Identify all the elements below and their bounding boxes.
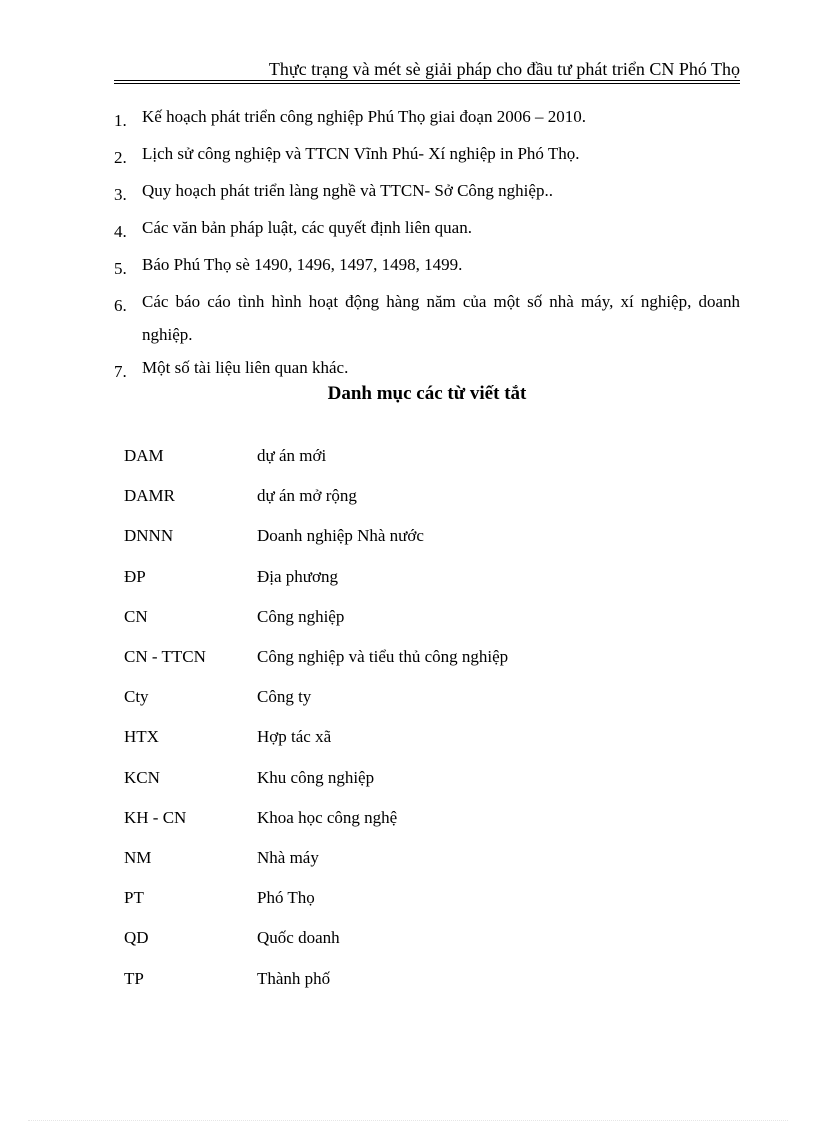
table-row [124, 918, 684, 958]
list-item [114, 211, 740, 248]
abbr-code: DNNN [124, 526, 174, 546]
page-bottom-divider [28, 1120, 788, 1121]
table-row [124, 476, 684, 516]
table-row [124, 717, 684, 757]
abbr-meaning: Hợp tác xã [257, 727, 332, 747]
abbr-code: CN [124, 606, 148, 626]
abbr-code: KH - CN [124, 807, 187, 827]
abbr-meaning: Công ty [257, 687, 312, 707]
abbr-code: DAM [124, 446, 164, 466]
abbr-meaning: Thành phố [257, 968, 331, 988]
abbr-meaning: Công nghiệp [257, 606, 345, 626]
list-text: Kế hoạch phát triển công nghiệp Phú Thọ giai đoạn 2006 – 2010. [142, 107, 586, 126]
list-item [114, 100, 740, 137]
abbr-code: KCN [124, 767, 160, 787]
running-header: Thực trạng và mét sè giải pháp cho đầu tư phát triển CN Phó Thọ [268, 59, 740, 79]
abbr-meaning: Khoa học công nghệ [257, 807, 398, 827]
table-row [124, 557, 684, 597]
header-rule-top [114, 80, 740, 81]
list-text: Lịch sử công nghiệp và TTCN Vĩnh Phú- Xí nghiệp in Phó Thọ. [142, 144, 580, 163]
list-number: 5. [114, 259, 127, 278]
list-item [114, 174, 740, 211]
list-text: Các báo cáo tình hình hoạt động hàng năm của một số nhà máy, xí nghiệp, doanh nghiệp. [142, 292, 740, 344]
list-text: Các văn bản pháp luật, các quyết định liên quan. [142, 218, 472, 237]
abbr-meaning: Nhà máy [257, 847, 319, 867]
list-text: Báo Phú Thọ sè 1490, 1496, 1497, 1498, 1499. [142, 255, 463, 274]
table-row [124, 436, 684, 476]
table-row [124, 798, 684, 838]
list-number: 4. [114, 222, 127, 241]
abbr-code: HTX [124, 727, 159, 747]
table-row [124, 838, 684, 878]
abbr-meaning: Quốc doanh [257, 928, 340, 948]
abbr-meaning: dự án mới [257, 446, 327, 466]
list-text: Một số tài liệu liên quan khác. [142, 358, 349, 377]
abbr-meaning: Địa phương [257, 566, 338, 586]
abbreviations-table [124, 436, 684, 999]
list-item [114, 248, 740, 285]
list-item [114, 137, 740, 174]
list-number: 1. [114, 111, 127, 130]
list-number: 7. [114, 362, 127, 381]
abbr-code: Cty [124, 687, 149, 707]
abbr-code: DAMR [124, 486, 176, 506]
abbr-code: NM [124, 847, 152, 867]
abbr-meaning: Khu công nghiệp [257, 767, 375, 787]
table-row [124, 597, 684, 637]
header-rule-bottom [114, 83, 740, 84]
table-row [124, 878, 684, 918]
abbr-code: ĐP [124, 566, 146, 586]
list-item [114, 285, 740, 351]
table-row [124, 516, 684, 556]
abbr-meaning: Phó Thọ [257, 888, 315, 908]
table-row [124, 958, 684, 998]
abbr-meaning: Công nghiệp và tiểu thủ công nghiệp [257, 647, 509, 667]
abbr-meaning: dự án mở rộng [257, 486, 357, 506]
reference-list [114, 100, 740, 388]
abbreviations-title: Danh mục các từ viết tắt [327, 383, 527, 404]
list-number: 6. [114, 296, 127, 315]
abbr-meaning: Doanh nghiệp Nhà nước [257, 526, 424, 546]
table-row [124, 637, 684, 677]
abbr-code: QD [124, 928, 149, 948]
abbr-code: TP [124, 968, 144, 988]
table-row [124, 758, 684, 798]
abbr-code: CN - TTCN [124, 647, 206, 667]
list-text: Quy hoạch phát triển làng nghề và TTCN- Sở Công nghiệp.. [142, 181, 553, 200]
list-number: 3. [114, 185, 127, 204]
abbr-code: PT [124, 888, 144, 908]
list-number: 2. [114, 148, 127, 167]
table-row [124, 677, 684, 717]
